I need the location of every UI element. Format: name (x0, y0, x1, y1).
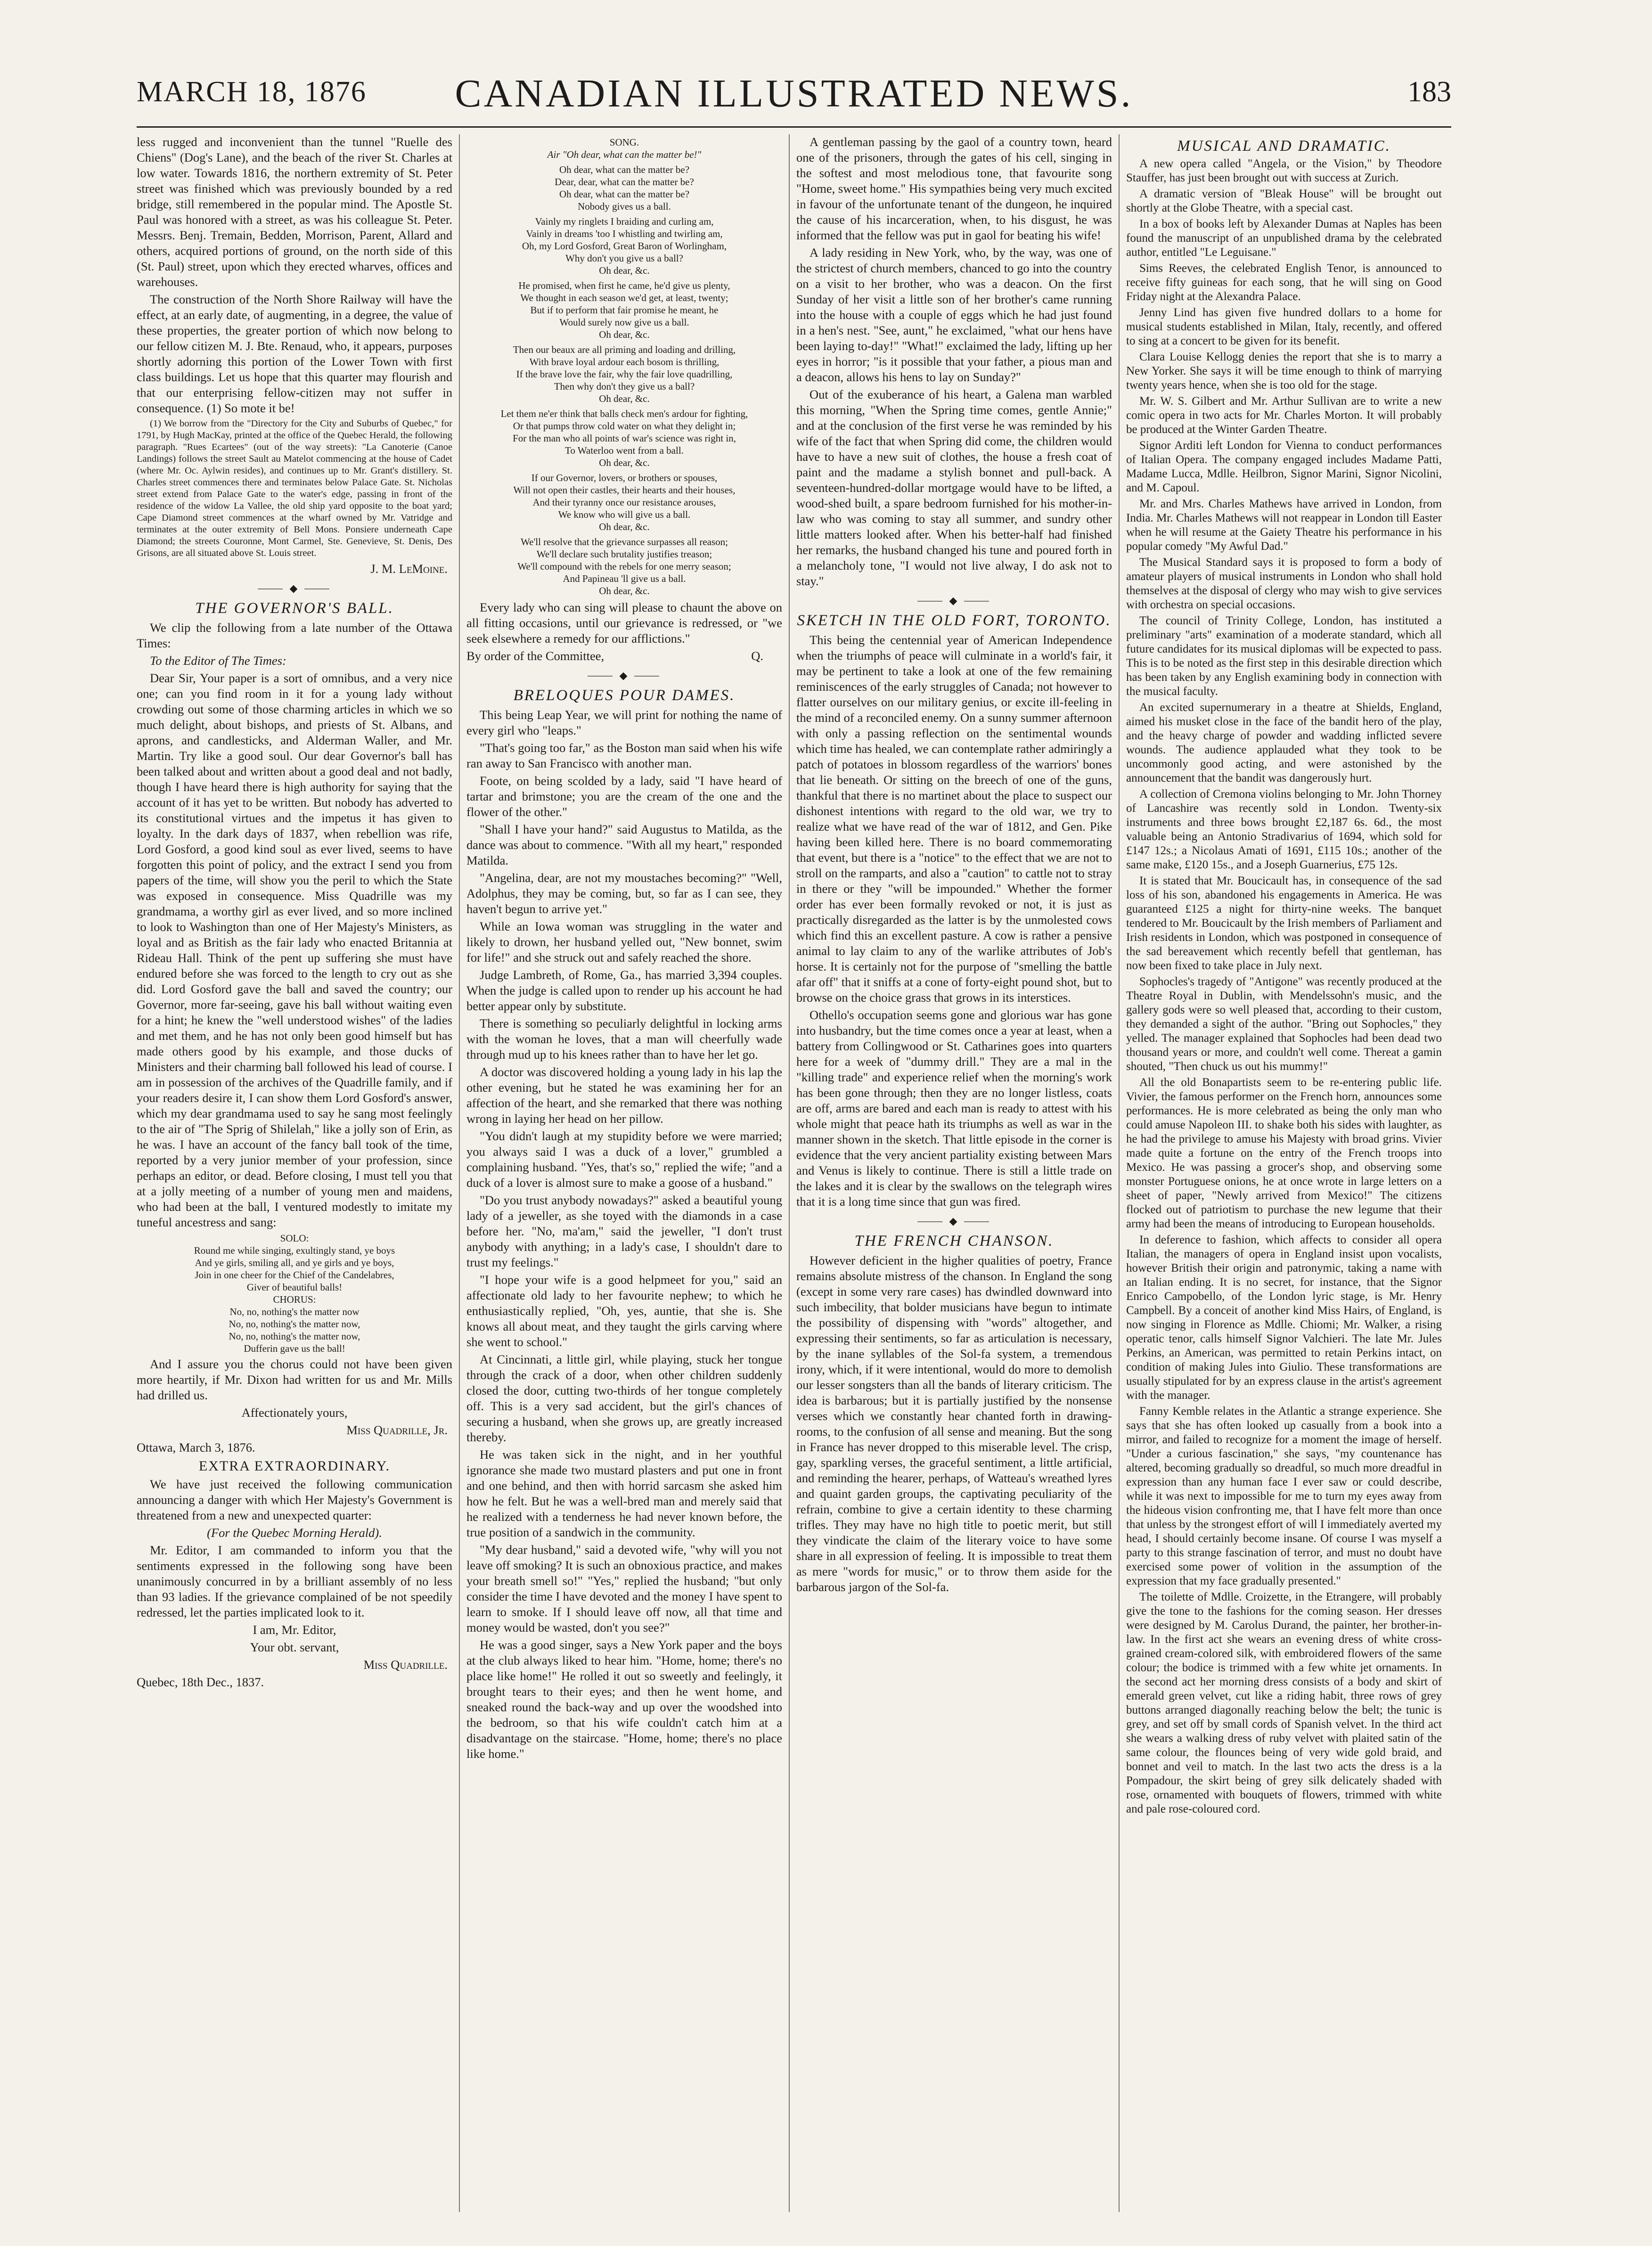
article-paragraph: This being the centennial year of American Independence when the triumphs of peace will culminate in a world's fair, it may be pertinent to take a look at one of the few remaining reminiscences of the early struggles of Canada; not however to flatter ourselves on our military genius, or excite ill-feeling in the mind of a reconciled enemy. On a sunny summer afternoon with only a passing reflection on the sentimental wounds which time has healed, we can contemplate rather admiringly a patch of potatoes in blossom regardless of the warriors' bones that lie beneath. Or sitting on the breech of one of the guns, thankful that there is no martinet about the place to suspect our dishonest intentions with regard to the old war, we try to realize what we have read of the war of 1812, and Gen. Pike having been killed here. There is no board commemorating that event, but there is a "notice" to the effect that we are not to stroll on the ramparts, and also a "caution" to cattle not to stray in there or they "will be impounded." Whether the former order has ever been formally revoked or not, it is just as practically disregarded as the latter is by the unmolested cows which find this an excellent pasture. A cow is rather a pensive animal to lay claim to any of the warlike attributes of Job's horse. It is certainly not for the purpose of "smelling the battle afar off" that it sniffs at a cone of forty-eight pound shot, but to browse on the choice grass that grows in its interstices. (796, 633, 1112, 1005)
news-item: The toilette of Mdlle. Croizette, in the Etrangere, will probably give the tone to the fashions for the coming season. Her dresses were designed by M. Carolus Durand, the painter, her brother-in-law. In the first act she wears an evening dress of white cross-grained cream-colored silk, with embroidered flowers of the same colour; the bodice is trimmed with a few white jet ornaments. In the second act her morning dress consists of a body and skirt of emerald green velvet, cut like a riding habit, three rows of grey buttons arranged diagonally reaching below the belt; the tunic is grey, and set off by small cords of Spanish velvet. In the third act she wears a walking dress of ruby velvet with plaited satin of the same colour, the flounces being of very wide gold braid, and bonnet and veil to match. In the last two acts the dress is a la Pompadour, the skirt being of grey silk delicately shaded with rose, ornamented with bouquets of flowers, trimmed with white and pale rose-coloured cord. (1126, 1591, 1442, 1815)
verse-line: If the brave love the fair, why the fair love quadrilling, (516, 368, 733, 380)
paragraph-item: A doctor was discovered holding a young lady in his lap the other evening, but he stated he was examining her for an affection of the heart, and she remarked that there was nothing wrong in laying her head on her pillow. (466, 1065, 782, 1126)
verse-line: Then why don't they give us a ball? (554, 381, 695, 392)
news-item: An excited supernumerary in a theatre at Shields, England, aimed his musket close in the face of the bandit hero of the play, and the heavy charge of powder and wadding inflicted severe wounds. The audience applauded what they took to be uncommonly good acting, and were astonished by the announcement that the bandit was dangerously hurt. (1126, 701, 1442, 784)
section-divider: ⸻ ◆ ⸻ (257, 582, 332, 594)
paragraph-item: There is something so peculiarly delightful in locking arms with the woman he loves, that a man will cheerfully wade through mud up to his knees rather than to have her let go. (466, 1016, 782, 1062)
news-item: Jenny Lind has given five hundred dollars to a home for musical students established in Milan, Italy, recently, and offered to sing at a concert to be given for its benefit. (1126, 306, 1442, 347)
news-item: Mr. and Mrs. Charles Mathews have arrived in London, from India. Mr. Charles Mathews will not reappear in London till Easter when he will resume at the Gaiety Theatre his performance in his popular comedy "My Awful Dad." (1126, 498, 1442, 553)
verse-line: Vainly my ringlets I braiding and curling am, (535, 216, 714, 227)
verse-line: And ye girls, smiling all, and ye girls and ye boys, (195, 1257, 394, 1268)
section-heading: THE GOVERNOR'S BALL. (195, 600, 394, 617)
paragraph-item: Out of the exuberance of his heart, a Galena man warbled this morning, "When the Spring time comes, gentle Annie;" and at the conclusion of the first verse he was reminded by his wife of the fact that when Spring did come, the children would have to have a new suit of clothes, the house a fresh coat of paint and the madame a stylish bonnet and pull-back. A seventeen-hundred-dollar mortgage would have to be lifted, a wood-shed built, a spare bedroom furnished for his mother-in-law who was coming to stay all summer, and sundry other little matters looked after. When his better-half had finished her remarks, the husband changed his tune and poured forth in a melancholy tone, "I would not live alway, I do ask not to stay." (796, 387, 1112, 588)
news-item: Signor Arditi left London for Vienna to conduct performances of Italian Opera. The company engaged includes Madame Patti, Madame Lucca, Mdlle. Heilbron, Signor Marini, Signor Nicolini, and M. Capoul. (1126, 439, 1442, 494)
verse-line: Oh dear, &c. (599, 329, 650, 340)
paragraph-item: "That's going too far," as the Boston man said when his wife ran away to San Francisco with another man. (466, 741, 782, 770)
letter-body: And I assure you the chorus could not have been given more heartily, if Mr. Dixon had written for us and Mr. Mills had drilled us. (137, 1357, 452, 1402)
article-paragraph: The construction of the North Shore Railway will have the effect, at an early date, of augmenting, in a degree, the value of these properties, the greater portion of which now belong to our fellow citizen M. J. Bte. Renaud, who, it appears, purposes shortly adorning this portion of the Lower Town with first class buildings. Let us hope that this quarter may flourish and that our enterprising fellow-citizen may not suffer in consequence. (1) So mote it be! (137, 292, 452, 415)
verse-line: Dufferin gave us the ball! (244, 1343, 345, 1354)
verse-line: We thought in each season we'd get, at least, twenty; (520, 292, 728, 303)
article-paragraph: Every lady who can sing will please to chaunt the above on all fitting occasions, until our grievance is redressed, or "we seek elsewhere a remedy for our afflictions." (466, 600, 782, 645)
paragraph-item: He was taken sick in the night, and in her youthful ignorance she made two mustard plasters and put one in front and one behind, and then with horrid sarcasm she asked him how he felt. But he was a well-bred man and merely said that he realized with a tenderness he had never known before, the true position of a sandwich in the community. (466, 1447, 782, 1539)
news-item: Clara Louise Kellogg denies the report that she is to marry a New Yorker. She says it will be time enough to think of marrying twenty years hence, when she is too old for the stage. (1126, 351, 1442, 392)
verse-line: Will not open their castles, their hearts and their houses, (513, 484, 736, 496)
article-paragraph: However deficient in the higher qualities of poetry, France remains absolute mistress of the chanson. In England the song (except in some very rare cases) has dwindled downward into such imbecility, that bolder musicians have begun to intimate the possibility of dispensing with "words" altogether, and expressing their sentiments, so far as articulation is necessary, by the inane syllables of the Sol-fa system, a tremendous irony, which, if it were intentional, would do more to demolish our lesser songsters than all the bands of literary criticism. The idea is barbarous; but it is partially justified by the nonsense verses which we constantly hear chanted forth in drawing-rooms, to the confusion of all sense and meaning. But the song in France has never dropped to this miserable level. The crisp, gay, sparkling verses, the graceful sentiment, a little artificial, and reminding the hearer, perhaps, of Watteau's wreathed lyres and quaint garden groups, the captivating peculiarity of the refrain, combine to give a certain identity to these charming trifles. They may have no high title to poetic merit, but still they vindicate the claim of the literary voice to have some share in all expression of feeling. It is impossible to treat them as mere "words for music," or to throw them aside for the barbarous jargon of the Sol-fa. (796, 1253, 1112, 1594)
footnote: (1) We borrow from the "Directory for the City and Suburbs of Quebec," for 1791, by Hugh MacKay, printed at the office of the Quebec Herald, the following paragraph. "Rues Ecartees" (out of the way streets): "La Canoterie (Canoe Landings) follows the street Sault au Matelot commencing at the house of Cadet (where Mr. Oc. Aylwin resides), and continues up to Mr. Grant's distillery. St. Charles street commences there and terminates below Palace Gate. St. Nicholas street extend from Palace Gate to the water's edge, passing in front of the residence of the widow La Vallee, the old ship yard opposite to the boat yard; Cape Diamond street commences at the wharf owned by Mr. Vatridge and terminates at the outer extremity of Bell Mons. Ponsiere underneath Cape Diamond; the streets Couronne, Mont Carmel, Ste. Genevieve, St. Denis, Des Grisons, are all situated above St. Louis street. (137, 418, 452, 558)
column-2 (466, 134, 782, 2212)
verse-line: Oh dear, &c. (599, 585, 650, 596)
issue-date: MARCH 18, 1876 (137, 76, 367, 108)
verse-line: And Papineau 'll give us a ball. (563, 573, 686, 584)
news-item: A collection of Cremona violins belonging to Mr. John Thorney of Lancashire was recently sold in London. Twenty-six instruments and three bows brought £2,187 6s. 6d., the most valuable being an Antonio Stradivarius of 1694, which sold for £147 12s.; a Nicolaus Amati of 1691, £115 10s.; another of the same make, £120 15s., and a Joseph Guarnerius, £75 12s. (1126, 788, 1442, 871)
verse-line: Oh dear, &c. (599, 521, 650, 532)
verse-line: We'll compound with the rebels for one merry season; (517, 561, 731, 572)
column-4 (1126, 134, 1442, 2212)
song-stanza (466, 215, 782, 277)
column-divider (1119, 134, 1120, 2212)
verse-line: If our Governor, lovers, or brothers or spouses, (531, 472, 718, 483)
letter-salutation: To the Editor of The Times: (150, 653, 286, 668)
news-item: The Musical Standard says it is proposed to form a body of amateur players of musical instruments in London who shall hold themselves at the disposal of clergy who may wish to give services with orchestra on special occasions. (1126, 556, 1442, 611)
column-1 (137, 134, 452, 2212)
verse-line: Let them ne'er think that balls check men's ardour for fighting, (500, 408, 748, 419)
letter-signature: Miss Quadrille, Jr. (346, 1423, 448, 1437)
news-item: It is stated that Mr. Boucicault has, in consequence of the sad loss of his son, abandoned his engagements in America. He was guaranteed £125 a night for thirty-nine weeks. The banquet tendered to Mr. Boucicault by the Irish members of Parliament and Irish residents in London, which was postponed in consequence of the sad bereavement which recently befell that gentleman, has now been fixed to take place in July next. (1126, 874, 1442, 972)
verse-line: Then our beaux are all priming and loading and drilling, (513, 344, 736, 355)
article-paragraph: Othello's occupation seems gone and glorious war has gone into husbandry, but the time comes once a year at least, when a battery from Collingwood or St. Catharines goes into quarters here for a week of "dummy drill." They are a mal in the "killing trade" and experience relief when the morning's work has been gone through; then they are no longer listless, coats are off, arms are bared and each man is ready to attest with his whole might that peace hath its triumphs as well as war in the manner shown in the sketch. That little episode in the corner is evidence that the very ancient partiality existing between Mars and Venus is likely to continue. There is still a little trade on the lakes and it is clear by the swallows on the telegraph wires that it is a long time since that gun was fired. (796, 1008, 1112, 1209)
letter-closing: Affectionately yours, (241, 1405, 348, 1420)
paragraph-item: "Angelina, dear, are not my moustaches becoming?" "Well, Adolphus, they may be coming, but, so far as I can see, they haven't begun to arrive yet." (466, 871, 782, 916)
letter-body: Mr. Editor, I am commanded to inform you that the sentiments expressed in the following song have been unanimously concurred in by a brilliant assembly of no less than 93 ladies. If the grievance complained of be not speedily redressed, let the parties implicated look to it. (137, 1543, 452, 1619)
verse-line: Why don't you give us a ball? (565, 253, 683, 264)
section-heading: BRELOQUES POUR DAMES. (513, 687, 736, 704)
paragraph-item: While an Iowa woman was struggling in the water and likely to drown, her husband yelled out, "New bonnet, swim for life!" and she struck out and safely reached the shore. (466, 919, 782, 964)
news-item: All the old Bonapartists seem to be re-entering public life. Vivier, the famous performer on the French horn, announces some performances. He is more celebrated as being the only man who could amuse Napoleon III. to shake both his sides with laughter, as he had the privilege to amuse his Majesty with broad grins. Vivier made quite a fortune on the entry of the French troops into Mexico. He was passing a grocer's shop, and observing some monster Portuguese onions, he at once wrote in large letters on a sheet of paper, "Newly arrived from Mexico!" The citizens flocked out of patriotism to purchase the new legume that their army had been the means of introducing to European households. (1126, 1076, 1442, 1230)
verse-line: We'll resolve that the grievance surpasses all reason; (520, 536, 728, 547)
news-item: Sims Reeves, the celebrated English Tenor, is announced to receive fifty guineas for each song, that he will sing on Good Friday night at the Alexandra Palace. (1126, 262, 1442, 303)
article-paragraph: We have just received the following communication announcing a danger with which Her Majesty's Government is threatened from a new and unexpected quarter: (137, 1477, 452, 1522)
news-item: The council of Trinity College, London, has instituted a preliminary "arts" examination of a moderate standard, which all future candidates for its musical diplomas will be expected to pass. This is to be noted as the first step in this desirable direction which has been taken by any English examining body in connection with the musical faculty. (1126, 614, 1442, 698)
column-divider (789, 134, 790, 2212)
paragraph-item: A lady residing in New York, who, by the way, was one of the strictest of church members, chanced to go into the country on a visit to her brother, who was a deacon. On the first Sunday of her visit a little son of her brother's came running into the house with a couple of eggs which he had just found in a hen's nest. "See, aunt," he exclaimed, "what our hens have been laying to-day!" "What!" exclaimed the lady, lifting up her eyes in horror; "is it possible that your father, a pious man and a deacon, allows his hens to lay on Sunday?" (796, 245, 1112, 384)
verse-line: Or that pumps throw cold water on what they delight in; (513, 420, 736, 432)
verse-line: Round me while singing, exultingly stand, ye boys (194, 1245, 395, 1256)
verse-label: CHORUS: (273, 1294, 316, 1305)
paragraph-item: "My dear husband," said a devoted wife, "why will you not leave off smoking? It is such an obnoxious practice, and makes your breath smell so!" "Yes," replied the husband; "but only consider the time I have devoted and the money I have spent to learn to smoke. If I should leave off now, all that time and money would be wasted, don't you see?" (466, 1543, 782, 1634)
verse-line: No, no, nothing's the matter now (229, 1306, 360, 1317)
verse-line: Vainly in dreams 'too I whistling and twirling am, (526, 228, 723, 239)
song-stanza (466, 536, 782, 597)
source-note: (For the Quebec Morning Herald). (207, 1526, 382, 1540)
column-divider (459, 134, 460, 2212)
verse-line: Join in one cheer for the Chief of the Candelabres, (195, 1269, 394, 1281)
verse-line: Oh dear, &c. (599, 265, 650, 276)
paragraph-item: Judge Lambreth, of Rome, Ga., has married 3,394 couples. When the judge is called upon to render up his account he had better appear only by substitute. (466, 968, 782, 1013)
verse-line: Nobody gives us a ball. (578, 201, 671, 212)
paragraph-item: "I hope your wife is a good helpmeet for you," said an affectionate old lady to her favourite nephew; to which he enthusiastically replied, "Oh, yes, auntie, that she is. She knows all about meat, and they taught the girls carving where she went to school." (466, 1273, 782, 1349)
verse-line: Oh dear, &c. (599, 393, 650, 404)
song-stanza (466, 279, 782, 341)
letter-body: Dear Sir, Your paper is a sort of omnibus, and a very nice one; can you find room in it for a young lady without crowding out some of those charming articles in which we so much delight, about bishops, and priests of St. Albans, and aprons, and candlesticks, and Alderman Waller, and Mr. Martin. Try like a good soul. Our dear Governor's ball has been talked about and written about a good deal and not badly, though I have heard there is high authority for saying that the account of it has yet to be written. But nobody has adverted to its constitutional virtues and the impetus it has given to loyalty. In the dark days of 1837, when rebellion was rife, Lord Gosford, a good kind soul as ever lived, seems to have forgotten this point of policy, and the extract I send you from papers of the time, will show you the peril to which the State was exposed in consequence. Miss Quadrille was my grandmama, a worthy girl as ever lived, and so more inclined to look to Washington than one of Her Majesty's Ministers, as loyal and as British as the fair lady who enacted Britannia at Rideau Hall. Think of the pent up suffering she must have endured before she was forced to the length to cry out as she did. Lord Gosford gave the ball and saved the country; our Governor, more far-seeing, gave his ball without waiting even for a hint; he knew the "well understood wishes" of the ladies and met them, and he has not only been good himself but has made others good by his example, and those ducks of Ministers and their charming ball followed his lead of course. I am in possession of the archives of the Quadrille family, and if your readers desire it, I can show them Lord Gosford's answer, which my dear grandmama used to say he sang most feelingly to the air of "The Sprig of Shilelah," like a jolly son of Erin, as he was. I have an account of the fancy ball took of the time, reported by a very junior member of your profession, since perhaps an editor, or dead. Before closing, I must tell you that at a jolly meeting of a number of young men and maidens, who had been at the ball, I ventured modestly to imitate my tuneful ancestress and sang: (137, 671, 452, 1229)
verse-line: We know who will give us a ball. (558, 509, 691, 520)
song-stanza (466, 343, 782, 405)
verse-line: Oh, my Lord Gosford, Great Baron of Worlingham, (522, 240, 727, 252)
committee-order: By order of the Committee, (466, 649, 605, 663)
column-3 (796, 134, 1112, 2212)
verse-line: No, no, nothing's the matter now, (229, 1331, 360, 1342)
letter-place-date: Ottawa, March 3, 1876. (137, 1440, 255, 1454)
news-item: Mr. W. S. Gilbert and Mr. Arthur Sullivan are to write a new comic opera in two acts for Mr. Charles Morton. It will probably be produced at the Winter Garden Theatre. (1126, 395, 1442, 436)
section-heading: THE FRENCH CHANSON. (854, 1233, 1054, 1250)
page-number: 183 (1407, 76, 1451, 108)
paragraph-item: "Shall I have your hand?" said Augustus to Matilda, as the dance was about to commence. "With all my heart," responded Matilda. (466, 822, 782, 867)
verse-line: Oh dear, what can the matter be? (559, 164, 690, 175)
section-divider: ⸻ ◆ ⸻ (587, 670, 662, 681)
committee-signature: Q. (751, 649, 763, 663)
verse-line: For the man who all points of war's science was right in, (513, 433, 736, 444)
verse-line: Giver of beautiful balls! (246, 1282, 343, 1293)
section-divider: ⸻ ◆ ⸻ (917, 595, 991, 606)
verse-line: And their tyranny once our resistance arouses, (532, 497, 716, 508)
verse-line: No, no, nothing's the matter now, (229, 1318, 360, 1330)
verse-line: Would surely now give us a ball. (559, 317, 689, 328)
author-signature: J. M. LeMoine. (370, 562, 448, 576)
verse-line: Dear, dear, what can the matter be? (555, 176, 694, 188)
paragraph-item: He was a good singer, says a New York paper and the boys at the club always liked to hear him. "Home, home; there's no place like home!" He rolled it out so sweetly and feelingly, it brought tears to their eyes; and then he went home, and sneaked round the back-way and up over the woodshed into the bedroom, so that his wife couldn't catch him at a disadvantage on the staircase. "Home, home; there's no place like home." (466, 1638, 782, 1761)
news-item: A new opera called "Angela, or the Vision," by Theodore Stauffer, has just been brought out with success at Zurich. (1126, 157, 1442, 184)
verse-label: SOLO: (280, 1233, 309, 1244)
paragraph-item: Foote, on being scolded by a lady, said "I have heard of tartar and brimstone; you are the cream of the one and the flower of the other." (466, 774, 782, 819)
verse-line: Oh dear, &c. (599, 457, 650, 468)
paragraph-item: "Do you trust anybody nowadays?" asked a beautiful young lady of a jeweller, as she toyed with the diamonds in a case before her. "No, ma'am," said the jeweller, "I don't trust anybody with anything; in a lady's case, I shouldn't dare to trust my feelings." (466, 1193, 782, 1269)
letter-closing: Your obt. servant, (250, 1640, 339, 1654)
sub-heading: EXTRA EXTRAORDINARY. (198, 1458, 391, 1474)
news-item: Fanny Kemble relates in the Atlantic a strange experience. She says that she has often looked up casually from a book into a mirror, and failed to recognize for a moment the image of herself. "Under a curious fascination," she says, "my countenance has altered, becoming gradually so dreadful, so much more dreadful in expression than any human face I ever saw or could describe, while it was next to impossible for me to turn my eyes away from the hideous vision confronting me, that I have felt more than once that unless by the strongest effort of will I immediately averted my head, I should certainly become insane. Of course I was myself a party to this strange fascination of terror, and must no doubt have exercised some power of volition in the assumption of the expression that my face gradually presented." (1126, 1405, 1442, 1587)
song-stanza (466, 163, 782, 212)
news-item: In a box of books left by Alexander Dumas at Naples has been found the manuscript of an unpublished drama by the celebrated author, entitled "Le Leguisane." (1126, 218, 1442, 259)
song-stanza (466, 408, 782, 469)
verse-line: To Waterloo went from a ball. (565, 445, 684, 456)
article-paragraph: less rugged and inconvenient than the tunnel "Ruelle des Chiens" (Dog's Lane), and the beach of the river St. Charles at low water. Towards 1816, the northern extremity of St. Peter street was finished which was previously bounded by a red bridge, still remembered in the popular mind. The Apostle St. Paul was honored with a street, as was his colleague St. Peter. Messrs. Benj. Tremain, Bedden, Morrison, Parent, Allard and others, acquired portions of ground, on the north side of this (St. Paul) street, upon which they erected wharves, offices and warehouses. (137, 135, 452, 289)
letter-signature: Miss Quadrille. (363, 1658, 448, 1672)
letter-closing: I am, Mr. Editor, (253, 1623, 336, 1637)
solo-verse (137, 1232, 452, 1355)
committee-line (466, 648, 782, 664)
song (466, 136, 782, 597)
masthead (137, 71, 1451, 123)
verse-line: He promised, when first he came, he'd give us plenty, (518, 280, 730, 291)
letter-place-date: Quebec, 18th Dec., 1837. (137, 1675, 264, 1689)
paragraph-item: "You didn't laugh at my stupidity before we were married; you always said I was a duck of a lover," grumbled a complaining husband. "Yes, that's so," replied the wife; "and a duck of a lover is almost sure to make a goose of a husband." (466, 1129, 782, 1190)
news-item: In deference to fashion, which affects to consider all opera Italian, the managers of opera in England insist upon vocalists, however British their origin and patronymic, taking a name with an Italian ending. It is no secret, for instance, that the Signor Enrico Campobello, of the London lyric stage, is Mr. Henry Campbell. By a conceit of another kind Miss Hairs, of England, is now singing in Florence as Mdlle. Chiomi; Mr. Walker, a rising operatic tenor, calls himself Signor Valchieri. The late Mr. Jules Perkins, an American, was permitted to retain Perkins intact, on condition of making Jules into Giulio. These transformations are usually stipulated for by an express clause in the artist's agreement with the manager. (1126, 1233, 1442, 1402)
news-item: A dramatic version of "Bleak House" will be brought out shortly at the Globe Theatre, with a special cast. (1126, 188, 1442, 214)
verse-line: Oh dear, what can the matter be? (559, 188, 690, 200)
masthead-rule (137, 126, 1451, 128)
newspaper-title: CANADIAN ILLUSTRATED NEWS. (455, 72, 1133, 115)
paragraph-item: At Cincinnati, a little girl, while playing, stuck her tongue through the crack of a door, when other children suddenly closed the door, cutting two-thirds of her tongue completely off. This is a very sad accident, but the girl's chances of securing a husband, when she grows up, are greatly increased thereby. (466, 1352, 782, 1444)
article-paragraph: We clip the following from a late number of the Ottawa Times: (137, 621, 452, 650)
song-stanza (466, 472, 782, 533)
song-title: SONG. (609, 137, 639, 148)
verse-line: With brave loyal ardour each bosom is thrilling, (529, 356, 720, 368)
paragraph-item: A gentleman passing by the gaol of a country town, heard one of the prisoners, through the gates of his cell, singing in the softest and most melodious tone, that favourite song "Home, sweet home." His sympathies being very much excited in favour of the unfortunate tenant of the dungeon, he inquired the cause of his incarceration, when, to his disgust, he was informed that the fellow was put in gaol for beating his wife! (796, 135, 1112, 242)
song-air: Air "Oh dear, what can the matter be!" (547, 149, 702, 160)
news-item: Sophocles's tragedy of "Antigone" was recently produced at the Theatre Royal in Dublin, with Mendelssohn's music, and the gallery gods were so well pleased that, according to their custom, they demanded a sight of the author. "Bring out Sophocles," they yelled. The manager explained that Sophocles had been dead two thousand years or more, and couldn't well come. Thereat a gamin shouted, "Then chuck us out his mummy!" (1126, 975, 1442, 1073)
verse-line: We'll declare such brutality justifies treason; (536, 548, 712, 560)
section-heading: SKETCH IN THE OLD FORT, TORONTO. (797, 612, 1112, 629)
section-heading: MUSICAL AND DRAMATIC. (1177, 138, 1391, 155)
section-divider: ⸻ ◆ ⸻ (917, 1215, 991, 1227)
paragraph-item: This being Leap Year, we will print for nothing the name of every girl who "leaps." (466, 708, 782, 737)
verse-line: But if to perform that fair promise he meant, he (530, 304, 719, 316)
